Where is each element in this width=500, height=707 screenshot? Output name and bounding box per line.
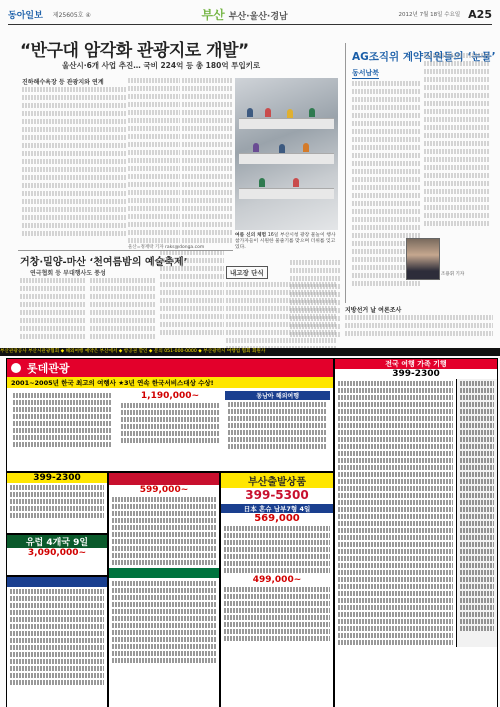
europe-price: 3,090,000~	[27, 548, 87, 558]
right-panel-phone: 399-2300	[392, 369, 440, 379]
header-rule	[8, 24, 492, 25]
region-logo: 부산	[201, 7, 225, 22]
opinion-kicker: 동서남북	[352, 69, 380, 77]
poll-column-title: 지방선거 날 여론조사	[345, 307, 402, 314]
europe-tour-ad	[6, 534, 108, 576]
local-column-body	[290, 260, 340, 344]
reporter-portrait	[406, 238, 440, 280]
lotte-phone: 399-2300	[7, 473, 107, 483]
page-number: A25	[468, 7, 492, 21]
photo-caption-title: 여름 신의 체험	[235, 233, 267, 238]
main-headline: “반구대 암각화 관광지로 개발”	[20, 41, 249, 61]
honeymoon-title: 日本 혼슈 남부7형 4일	[221, 504, 333, 513]
honeymoon-price: 569,000	[254, 513, 300, 524]
main-subhead: 울산시·6개 사업 추진… 국비 224억 등 총 180억 투입키로	[62, 61, 261, 70]
lead-text-block	[22, 87, 127, 236]
second-body-1	[20, 278, 86, 344]
busan-departure-title: 부산출발상품	[221, 473, 333, 488]
region-section	[202, 6, 288, 23]
tour3-price: 499,000~	[252, 575, 302, 585]
opinion-body-2	[424, 53, 490, 235]
main-byline: 울산=정재락 기자 raks@donga.com	[128, 245, 205, 250]
tour1-title: 동남아 해외여행	[225, 391, 330, 400]
lotte-phone-ad	[6, 472, 108, 534]
page-header	[8, 6, 492, 22]
lead-title: 진하해수욕장 등 관광지와 연계	[22, 79, 104, 86]
second-headline: 거창·밀양-마산 ‘천여름밤의 예술축제’	[20, 257, 188, 268]
photo-caption-text: 16일 부산시청 광장 물놀이 행사 참가자들이 시원한 물줄기를 맞으며 더위를 잊고 있다.	[235, 233, 336, 250]
body-column-2	[182, 78, 232, 248]
second-body-2	[90, 278, 156, 344]
issue-date: 2012년 7월 18일 수요일	[398, 12, 461, 18]
lotte-name: 롯데관광	[27, 362, 70, 375]
big-phone: 399-5300	[245, 488, 309, 502]
opinion-title: AG조직위 계약직원들의 ‘눈물’	[352, 51, 496, 63]
lead-column	[22, 78, 127, 239]
reporter-name: 조용휘 기자	[441, 272, 465, 277]
local-column-title: 내고장 단식	[226, 266, 268, 279]
issue-number: 제25605호 ④	[52, 11, 91, 19]
second-subhead: 연극협회 등 부대행사도 풍성	[30, 270, 106, 277]
lotte-award: 2001~2005년 한국 최고의 여행사 ★3년 연속 한국서비스대상 수상!	[7, 377, 333, 388]
right-panel-ad	[334, 358, 498, 707]
ad-ticker: 부산관광공사 부산시관광협회 ◆ 해외여행 예약은 부산에서 ◆ 항공권 할인 ◆ 문의 051-000-0000 ◆ 부산광역시 여행업 협회 회원사	[0, 348, 500, 356]
right-center-tour-ad	[220, 472, 334, 707]
newspaper-brand: 동아일보	[8, 10, 43, 21]
second-body-3	[160, 250, 224, 344]
left-listing-ad	[6, 576, 108, 707]
photo-caption	[235, 233, 338, 251]
middle-tour-ad	[108, 472, 220, 707]
right-panel-title: 전국 여행 가족 기행	[335, 359, 497, 369]
lotte-logo-icon	[11, 363, 21, 373]
opinion-column	[345, 43, 494, 303]
lotte-tour-ad	[6, 358, 334, 472]
region-label: 부산·울산·경남	[228, 11, 288, 22]
body-column-1	[128, 78, 180, 248]
poll-column-body	[345, 315, 493, 345]
ads-section	[6, 358, 496, 707]
tour1-price: 1,190,000~	[140, 391, 200, 401]
europe-title: 유럽 4개국 9일	[7, 535, 107, 548]
news-photo	[235, 78, 338, 230]
tour2-price: 599,000~	[139, 485, 189, 495]
